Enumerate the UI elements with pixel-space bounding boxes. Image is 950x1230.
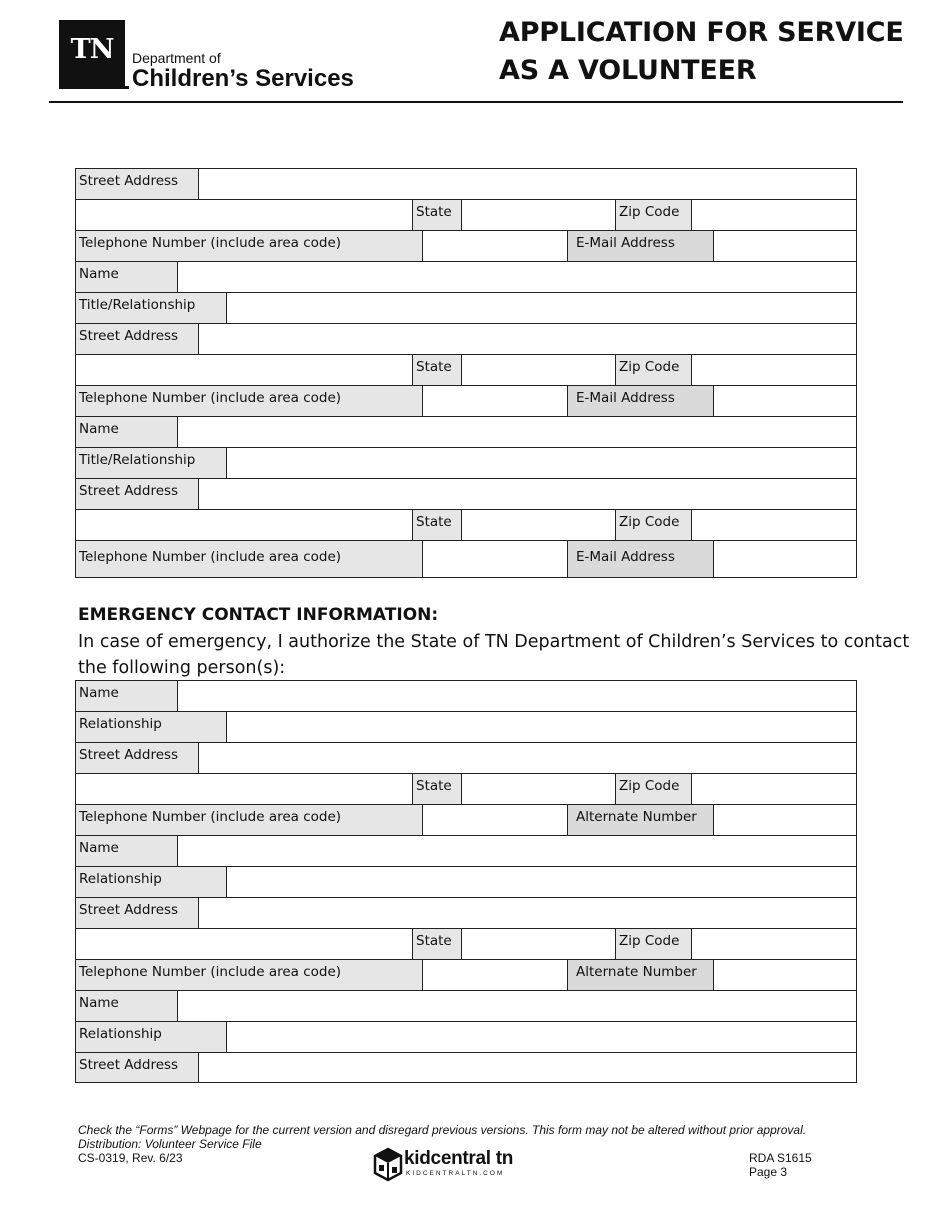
telephone-label: Telephone Number (include area code) bbox=[76, 805, 423, 835]
ec1-relationship-row bbox=[75, 711, 857, 743]
document-title: APPLICATION FOR SERVICE AS A VOLUNTEER bbox=[499, 17, 904, 86]
zip-code-label: Zip Code bbox=[616, 774, 692, 804]
name-label: Name bbox=[76, 836, 178, 866]
ref3-name-input[interactable] bbox=[178, 417, 856, 447]
telephone-label: Telephone Number (include area code) bbox=[76, 541, 423, 577]
emergency-section-text: In case of emergency, I authorize the State of TN Department of Children’s Services to contact the following person(s): bbox=[78, 632, 910, 678]
ec3-street-row bbox=[75, 1052, 857, 1083]
header-divider bbox=[49, 101, 903, 103]
state-label: State bbox=[413, 929, 462, 959]
ec1-phone-input[interactable] bbox=[423, 805, 568, 835]
alternate-number-label: Alternate Number bbox=[568, 805, 714, 835]
ec1-state-input[interactable] bbox=[462, 774, 616, 804]
ref1-email-input[interactable] bbox=[714, 231, 856, 261]
logo-department: Department of bbox=[132, 50, 221, 66]
ec2-alternate-input[interactable] bbox=[714, 960, 856, 990]
title-relationship-label: Title/Relationship bbox=[76, 293, 227, 323]
relationship-label: Relationship bbox=[76, 1022, 227, 1052]
ec2-phone-row bbox=[75, 959, 857, 991]
zip-code-label: Zip Code bbox=[616, 355, 692, 385]
ec2-city-input[interactable] bbox=[76, 929, 413, 959]
zip-code-label: Zip Code bbox=[616, 510, 692, 540]
ref2-email-input[interactable] bbox=[714, 386, 856, 416]
ec2-city-row bbox=[75, 928, 857, 960]
footer-rda: RDA S1615 bbox=[749, 1151, 812, 1165]
relationship-label: Relationship bbox=[76, 712, 227, 742]
ec1-name-row bbox=[75, 680, 857, 712]
ref1-city-row bbox=[75, 199, 857, 231]
street-address-label: Street Address bbox=[76, 898, 199, 928]
ref3-street-row bbox=[75, 478, 857, 510]
ec2-street-row bbox=[75, 897, 857, 929]
street-address-label: Street Address bbox=[76, 479, 199, 509]
ref3-phone-input[interactable] bbox=[423, 541, 568, 577]
ref2-city-row bbox=[75, 354, 857, 386]
ref3-zip-input[interactable] bbox=[692, 510, 856, 540]
ec1-street-row bbox=[75, 742, 857, 774]
ref2-street-row bbox=[75, 323, 857, 355]
state-label: State bbox=[413, 355, 462, 385]
ec1-zip-input[interactable] bbox=[692, 774, 856, 804]
ref1-phone-row bbox=[75, 230, 857, 262]
ref3-city-row bbox=[75, 509, 857, 541]
ref3-name-row bbox=[75, 416, 857, 448]
ec1-phone-row bbox=[75, 804, 857, 836]
ref1-phone-input[interactable] bbox=[423, 231, 568, 261]
kidcentral-brand: kidcentral tn bbox=[404, 1148, 514, 1169]
email-label: E-Mail Address bbox=[568, 386, 714, 416]
title-relationship-label: Title/Relationship bbox=[76, 448, 227, 478]
ec2-relationship-row bbox=[75, 866, 857, 898]
ref3-title-input[interactable] bbox=[227, 448, 856, 478]
logo-agency-name: Children’s Services bbox=[132, 65, 354, 92]
telephone-label: Telephone Number (include area code) bbox=[76, 386, 423, 416]
footer-page-number: Page 3 bbox=[749, 1165, 788, 1179]
ref1-state-input[interactable] bbox=[462, 200, 616, 230]
emergency-section-title: EMERGENCY CONTACT INFORMATION: bbox=[78, 605, 439, 625]
logo-underline bbox=[59, 86, 129, 89]
ec2-name-row bbox=[75, 835, 857, 867]
state-label: State bbox=[413, 200, 462, 230]
state-label: State bbox=[413, 510, 462, 540]
ec3-street-input[interactable] bbox=[199, 1053, 856, 1082]
ec1-alternate-input[interactable] bbox=[714, 805, 856, 835]
ec2-street-input[interactable] bbox=[199, 898, 856, 928]
footer-form-id: CS-0319, Rev. 6/23 bbox=[78, 1151, 183, 1165]
ec1-city-row bbox=[75, 773, 857, 805]
ref2-phone-row bbox=[75, 385, 857, 417]
ec3-relationship-row bbox=[75, 1021, 857, 1053]
state-label: State bbox=[413, 774, 462, 804]
ref2-zip-input[interactable] bbox=[692, 355, 856, 385]
ec2-zip-input[interactable] bbox=[692, 929, 856, 959]
street-address-label: Street Address bbox=[76, 324, 199, 354]
street-address-label: Street Address bbox=[76, 1053, 199, 1082]
telephone-label: Telephone Number (include area code) bbox=[76, 960, 423, 990]
name-label: Name bbox=[76, 991, 178, 1021]
tn-logo bbox=[59, 20, 125, 88]
ref3-phone-row bbox=[75, 540, 857, 578]
ref2-name-input[interactable] bbox=[178, 262, 856, 292]
street-address-label: Street Address bbox=[76, 743, 199, 773]
ref1-street-input[interactable] bbox=[199, 169, 856, 199]
email-label: E-Mail Address bbox=[568, 541, 714, 577]
ec2-relationship-input[interactable] bbox=[227, 867, 856, 897]
ec3-name-input[interactable] bbox=[178, 991, 856, 1021]
relationship-label: Relationship bbox=[76, 867, 227, 897]
ref1-zip-input[interactable] bbox=[692, 200, 856, 230]
email-label: E-Mail Address bbox=[568, 231, 714, 261]
footer-notice: Check the “Forms” Webpage for the current version and disregard previous versions. This form may not be altered without prior approval. bbox=[78, 1123, 807, 1137]
ec1-street-input[interactable] bbox=[199, 743, 856, 773]
ec1-name-input[interactable] bbox=[178, 681, 856, 711]
ec2-name-input[interactable] bbox=[178, 836, 856, 866]
ref3-email-input[interactable] bbox=[714, 541, 856, 577]
ec3-relationship-input[interactable] bbox=[227, 1022, 856, 1052]
ref1-street-row bbox=[75, 168, 857, 200]
ref2-title-row bbox=[75, 292, 857, 324]
ref1-city-input[interactable] bbox=[76, 200, 413, 230]
zip-code-label: Zip Code bbox=[616, 200, 692, 230]
ref2-state-input[interactable] bbox=[462, 355, 616, 385]
ref3-state-input[interactable] bbox=[462, 510, 616, 540]
tn-logo-mark: TN bbox=[70, 34, 114, 65]
ec2-phone-input[interactable] bbox=[423, 960, 568, 990]
ref2-name-row bbox=[75, 261, 857, 293]
ec1-city-input[interactable] bbox=[76, 774, 413, 804]
ec3-name-row bbox=[75, 990, 857, 1022]
ec1-relationship-input[interactable] bbox=[227, 712, 856, 742]
street-address-label: Street Address bbox=[76, 169, 199, 199]
zip-code-label: Zip Code bbox=[616, 929, 692, 959]
ref3-title-row bbox=[75, 447, 857, 479]
telephone-label: Telephone Number (include area code) bbox=[76, 231, 423, 261]
name-label: Name bbox=[76, 681, 178, 711]
name-label: Name bbox=[76, 417, 178, 447]
alternate-number-label: Alternate Number bbox=[568, 960, 714, 990]
ec2-state-input[interactable] bbox=[462, 929, 616, 959]
ref2-title-input[interactable] bbox=[227, 293, 856, 323]
footer-distribution: Distribution: Volunteer Service File bbox=[78, 1137, 262, 1151]
ref3-street-input[interactable] bbox=[199, 479, 856, 509]
ref2-phone-input[interactable] bbox=[423, 386, 568, 416]
name-label: Name bbox=[76, 262, 178, 292]
ref2-street-input[interactable] bbox=[199, 324, 856, 354]
ref2-city-input[interactable] bbox=[76, 355, 413, 385]
kidcentral-url: KIDCENTRALTN.COM bbox=[406, 1170, 505, 1177]
ref3-city-input[interactable] bbox=[76, 510, 413, 540]
